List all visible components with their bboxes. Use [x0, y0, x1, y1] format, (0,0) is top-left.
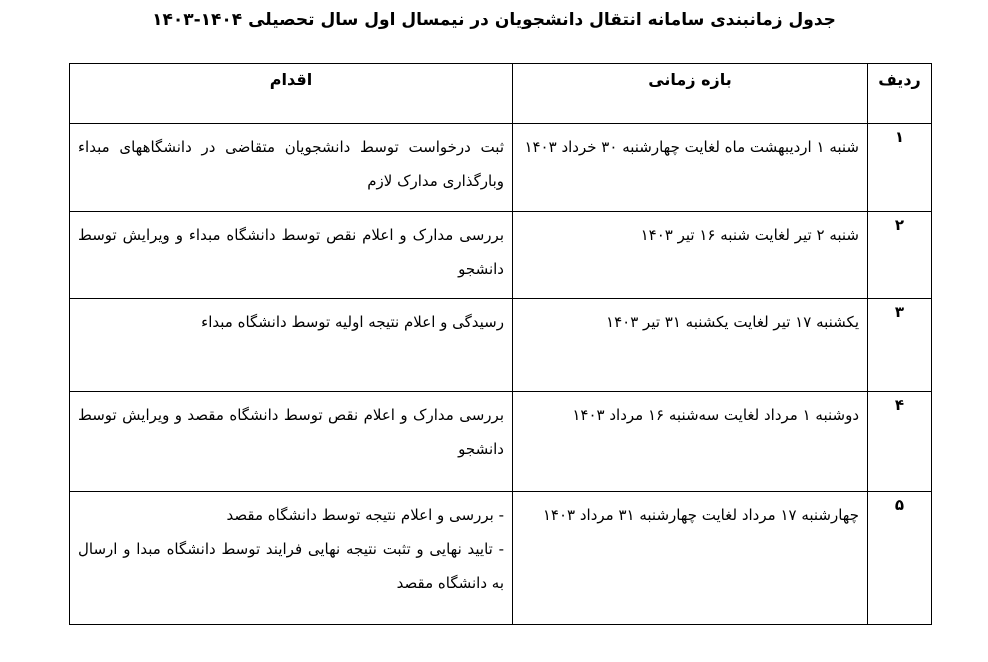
- header-time-range: بازه زمانی: [513, 64, 868, 124]
- action-line: ثبت درخواست توسط دانشجویان متقاضی در دانشگاههای مبداء وبارگذاری مدارک لازم: [78, 138, 504, 190]
- row-number: ۱: [894, 128, 905, 146]
- time-range-cell: یکشنبه ۱۷ تیر لغایت یکشنبه ۳۱ تیر ۱۴۰۳: [606, 313, 859, 331]
- action-line: بررسی مدارک و اعلام نقص توسط دانشگاه مبداء و ویرایش توسط دانشجو: [78, 226, 504, 278]
- action-cell: [70, 124, 512, 198]
- header-action: اقدام: [70, 64, 513, 124]
- action-cell: [70, 392, 512, 466]
- action-line: رسیدگی و اعلام نتیجه اولیه توسط دانشگاه مبداء: [201, 313, 504, 331]
- header-row-number: ردیف: [868, 64, 932, 124]
- schedule-table: [69, 63, 932, 625]
- action-line: - تایید نهایی و تثبت نتیجه نهایی فرایند توسط دانشگاه مبدا و ارسال به دانشگاه مقصد: [78, 540, 504, 592]
- time-range-cell: چهارشنبه ۱۷ مرداد لغایت چهارشنبه ۳۱ مرداد ۱۴۰۳: [542, 506, 859, 524]
- document-title: جدول زمانبندی سامانه انتقال دانشجویان در نیمسال اول سال تحصیلی ۱۴۰۴-۱۴۰۳: [152, 10, 836, 30]
- time-range-cell: شنبه ۱ اردیبهشت ماه لغایت چهارشنبه ۳۰ خرداد ۱۴۰۳: [524, 138, 859, 156]
- table-header-row: [70, 64, 932, 124]
- action-line: - بررسی و اعلام نتیجه توسط دانشگاه مقصد: [226, 506, 504, 524]
- action-line: بررسی مدارک و اعلام نقص توسط دانشگاه مقصد و ویرایش توسط دانشجو: [78, 406, 504, 458]
- action-cell: [70, 212, 512, 286]
- table-row: [70, 392, 932, 492]
- table-row: [70, 492, 932, 625]
- time-range-cell: دوشنبه ۱ مرداد لغایت سه‌شنبه ۱۶ مرداد ۱۴۰۳: [572, 406, 859, 424]
- action-cell: [70, 299, 512, 339]
- row-number: ۴: [894, 396, 905, 414]
- row-number: ۲: [894, 216, 905, 234]
- row-number: ۵: [894, 496, 905, 514]
- table-row: [70, 299, 932, 392]
- row-number: ۳: [894, 303, 905, 321]
- action-cell: [70, 492, 512, 600]
- table-row: [70, 124, 932, 212]
- time-range-cell: شنبه ۲ تیر لغایت شنبه ۱۶ تیر ۱۴۰۳: [640, 226, 859, 244]
- table-row: [70, 212, 932, 299]
